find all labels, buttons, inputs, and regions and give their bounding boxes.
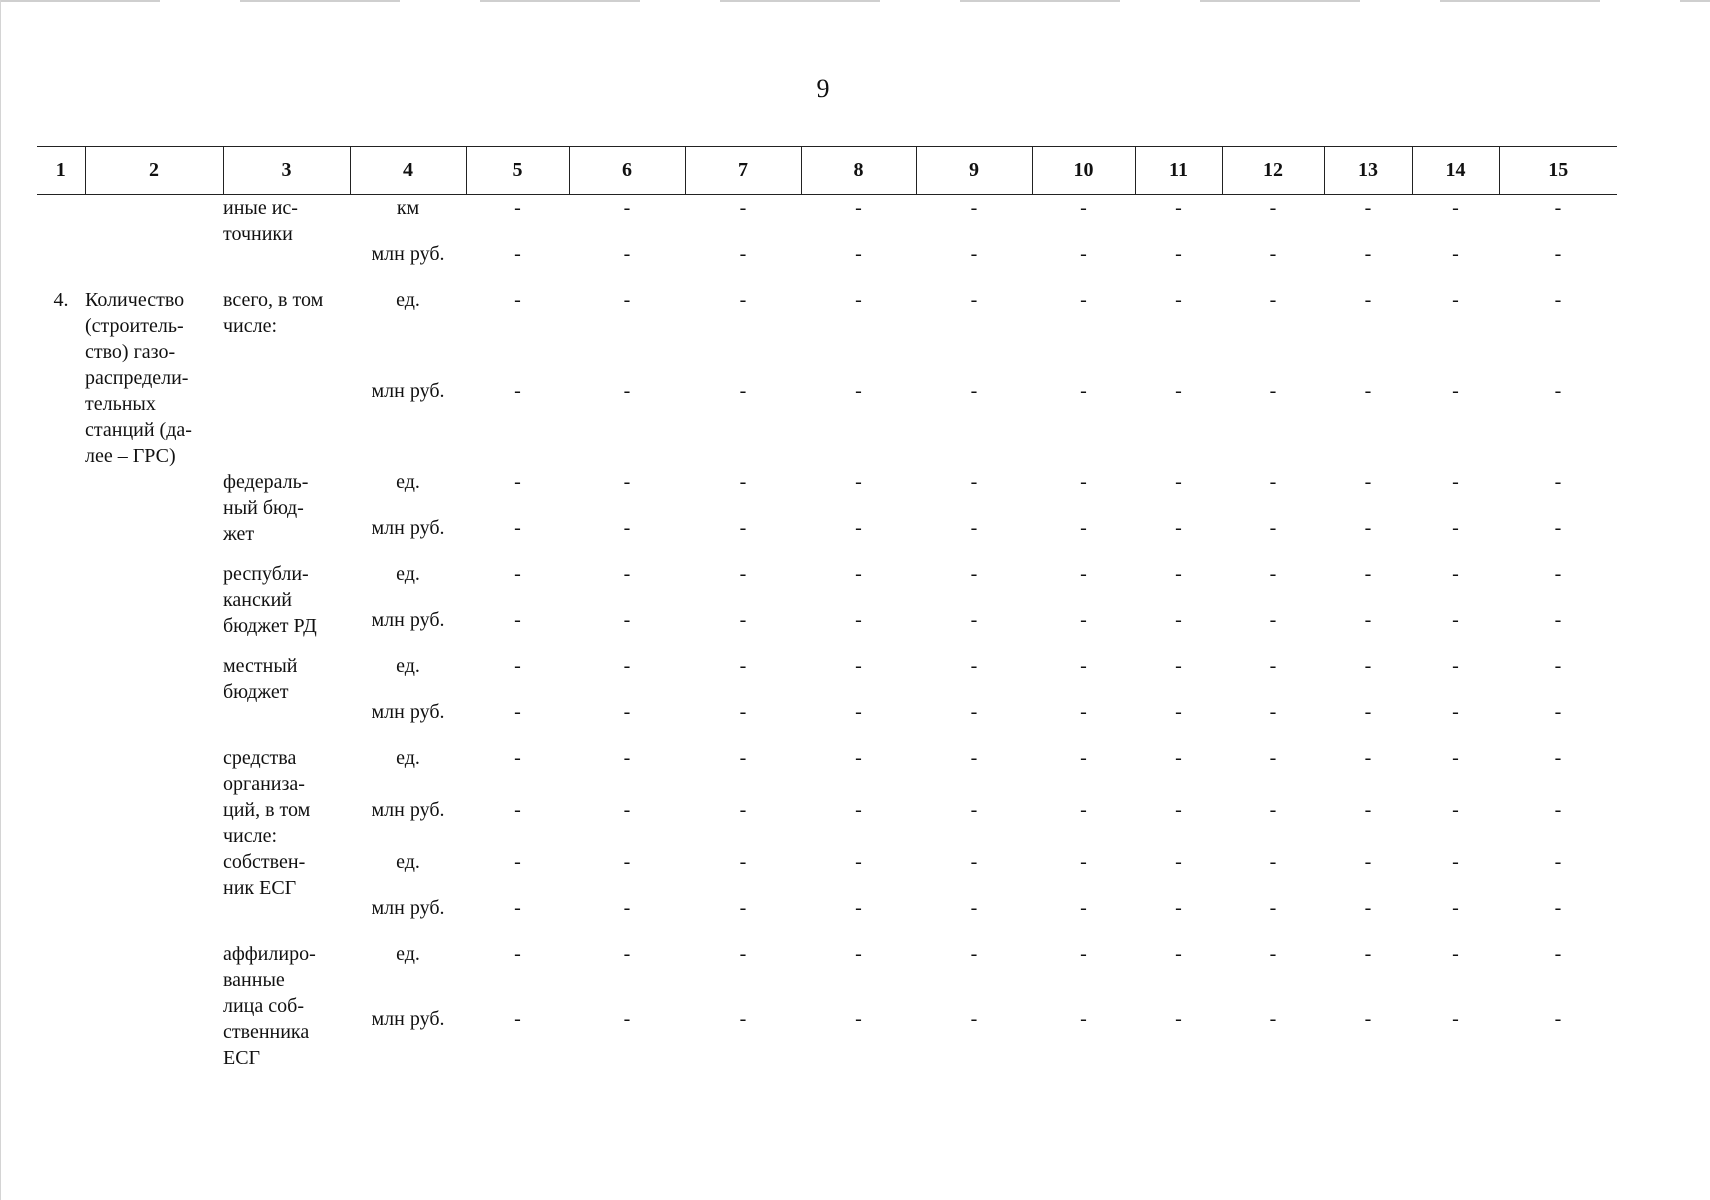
value-cell: -	[1554, 655, 1562, 677]
table-row	[37, 849, 1617, 895]
row-unit: млн руб.	[371, 380, 445, 402]
value-cell: -	[1364, 897, 1372, 919]
value-cell: -	[514, 243, 521, 265]
value-cell: -	[1364, 380, 1372, 402]
value-cell: -	[623, 517, 631, 539]
value-cell: -	[739, 1008, 747, 1030]
row-number	[37, 561, 85, 653]
row-unit: млн руб.	[371, 609, 445, 631]
value-cell: -	[739, 380, 747, 402]
value-cell: -	[1554, 197, 1562, 219]
row-indicator: республи- канский бюджет РД	[223, 563, 317, 637]
value-cell: -	[970, 851, 978, 873]
column-header-13: 13	[1324, 147, 1412, 195]
column-header-4: 4	[350, 147, 466, 195]
row-name	[85, 653, 223, 745]
value-cell: -	[739, 897, 747, 919]
row-number	[37, 941, 85, 1071]
table-row	[37, 287, 1617, 378]
value-cell: -	[739, 747, 747, 769]
value-cell: -	[623, 799, 631, 821]
row-number	[37, 849, 85, 941]
page-top-edge	[0, 0, 1710, 2]
value-cell: -	[739, 289, 747, 311]
table-row	[37, 561, 1617, 607]
value-cell: -	[1269, 701, 1277, 723]
value-cell: -	[739, 609, 747, 631]
value-cell: -	[1364, 851, 1372, 873]
value-cell: -	[1175, 1008, 1182, 1030]
value-cell: -	[623, 851, 631, 873]
value-cell: -	[514, 197, 521, 219]
value-cell: -	[1175, 471, 1182, 493]
row-indicator: иные ис- точники	[223, 197, 298, 245]
value-cell: -	[514, 609, 521, 631]
value-cell: -	[1269, 517, 1277, 539]
value-cell: -	[1080, 943, 1087, 965]
value-cell: -	[623, 563, 631, 585]
value-cell: -	[1269, 655, 1277, 677]
value-cell: -	[855, 1008, 862, 1030]
value-cell: -	[1364, 471, 1372, 493]
value-cell: -	[623, 609, 631, 631]
value-cell: -	[1175, 380, 1182, 402]
value-cell: -	[1269, 471, 1277, 493]
row-unit: ед.	[396, 747, 420, 769]
row-unit: ед.	[396, 563, 420, 585]
value-cell: -	[1175, 517, 1182, 539]
column-header-8: 8	[801, 147, 916, 195]
value-cell: -	[1269, 289, 1277, 311]
value-cell: -	[1452, 851, 1459, 873]
value-cell: -	[1364, 655, 1372, 677]
row-unit: млн руб.	[371, 799, 445, 821]
row-number	[37, 195, 85, 288]
value-cell: -	[970, 1008, 978, 1030]
row-indicator: аффилиро- ванные лица соб- ственника ЕСГ	[223, 943, 316, 1069]
row-name	[85, 941, 223, 1071]
value-cell: -	[855, 471, 862, 493]
row-unit: км	[396, 197, 420, 219]
value-cell: -	[1452, 943, 1459, 965]
data-table	[37, 146, 1617, 1071]
value-cell: -	[855, 799, 862, 821]
column-header-1: 1	[37, 147, 85, 195]
value-cell: -	[855, 517, 862, 539]
value-cell: -	[970, 243, 978, 265]
value-cell: -	[623, 197, 631, 219]
value-cell: -	[1452, 380, 1459, 402]
value-cell: -	[1452, 897, 1459, 919]
value-cell: -	[739, 943, 747, 965]
value-cell: -	[514, 517, 521, 539]
table-row	[37, 469, 1617, 515]
value-cell: -	[1080, 289, 1087, 311]
column-header-3: 3	[223, 147, 350, 195]
row-number	[37, 469, 85, 561]
row-unit: млн руб.	[371, 897, 445, 919]
value-cell: -	[1554, 609, 1562, 631]
value-cell: -	[1554, 243, 1562, 265]
value-cell: -	[623, 747, 631, 769]
value-cell: -	[1269, 243, 1277, 265]
row-indicator: всего, в том числе:	[223, 289, 324, 337]
column-header-9: 9	[916, 147, 1032, 195]
value-cell: -	[1554, 851, 1562, 873]
value-cell: -	[514, 851, 521, 873]
value-cell: -	[855, 289, 862, 311]
value-cell: -	[1452, 197, 1459, 219]
value-cell: -	[1080, 380, 1087, 402]
value-cell: -	[1554, 517, 1562, 539]
value-cell: -	[1364, 197, 1372, 219]
row-unit: ед.	[396, 289, 420, 311]
value-cell: -	[1554, 701, 1562, 723]
value-cell: -	[739, 563, 747, 585]
value-cell: -	[1269, 1008, 1277, 1030]
value-cell: -	[1452, 563, 1459, 585]
value-cell: -	[1080, 517, 1087, 539]
value-cell: -	[1080, 747, 1087, 769]
value-cell: -	[1554, 1008, 1562, 1030]
value-cell: -	[1554, 289, 1562, 311]
value-cell: -	[855, 563, 862, 585]
value-cell: -	[1269, 563, 1277, 585]
value-cell: -	[739, 517, 747, 539]
table-row	[37, 745, 1617, 797]
value-cell: -	[1175, 851, 1182, 873]
value-cell: -	[970, 799, 978, 821]
value-cell: -	[970, 380, 978, 402]
table-row	[37, 653, 1617, 699]
value-cell: -	[1175, 563, 1182, 585]
value-cell: -	[1364, 243, 1372, 265]
value-cell: -	[1452, 1008, 1459, 1030]
row-number: 4.	[53, 289, 69, 311]
value-cell: -	[970, 563, 978, 585]
table-row	[37, 941, 1617, 1006]
row-unit: ед.	[396, 471, 420, 493]
value-cell: -	[1175, 655, 1182, 677]
value-cell: -	[739, 197, 747, 219]
value-cell: -	[1080, 897, 1087, 919]
value-cell: -	[855, 943, 862, 965]
value-cell: -	[623, 897, 631, 919]
row-unit: ед.	[396, 943, 420, 965]
value-cell: -	[1452, 609, 1459, 631]
row-unit: ед.	[396, 851, 420, 873]
value-cell: -	[1080, 563, 1087, 585]
value-cell: -	[514, 897, 521, 919]
value-cell: -	[1269, 747, 1277, 769]
value-cell: -	[1269, 197, 1277, 219]
value-cell: -	[1175, 897, 1182, 919]
row-name	[85, 849, 223, 941]
value-cell: -	[1554, 943, 1562, 965]
value-cell: -	[514, 471, 521, 493]
value-cell: -	[855, 197, 862, 219]
row-indicator: местный бюджет	[223, 655, 298, 703]
value-cell: -	[1080, 197, 1087, 219]
value-cell: -	[739, 471, 747, 493]
value-cell: -	[1364, 701, 1372, 723]
value-cell: -	[1269, 943, 1277, 965]
value-cell: -	[1452, 517, 1459, 539]
value-cell: -	[623, 655, 631, 677]
value-cell: -	[1175, 701, 1182, 723]
value-cell: -	[1452, 747, 1459, 769]
value-cell: -	[1554, 897, 1562, 919]
value-cell: -	[1452, 243, 1459, 265]
page-left-edge	[0, 0, 1, 1200]
value-cell: -	[1364, 747, 1372, 769]
value-cell: -	[855, 897, 862, 919]
value-cell: -	[1175, 747, 1182, 769]
value-cell: -	[970, 517, 978, 539]
value-cell: -	[739, 799, 747, 821]
value-cell: -	[1175, 943, 1182, 965]
value-cell: -	[970, 701, 978, 723]
column-header-2: 2	[85, 147, 223, 195]
table-body	[37, 195, 1617, 1072]
row-name	[85, 561, 223, 653]
value-cell: -	[1080, 799, 1087, 821]
value-cell: -	[855, 851, 862, 873]
value-cell: -	[1175, 799, 1182, 821]
table-row	[37, 195, 1617, 242]
value-cell: -	[1364, 943, 1372, 965]
value-cell: -	[1554, 747, 1562, 769]
value-cell: -	[1080, 471, 1087, 493]
value-cell: -	[739, 243, 747, 265]
column-header-6: 6	[569, 147, 685, 195]
value-cell: -	[1452, 471, 1459, 493]
row-name	[85, 469, 223, 561]
column-header-5: 5	[466, 147, 569, 195]
value-cell: -	[1080, 243, 1087, 265]
value-cell: -	[1175, 197, 1182, 219]
value-cell: -	[970, 897, 978, 919]
row-name	[85, 195, 223, 288]
value-cell: -	[1175, 243, 1182, 265]
row-indicator: собствен- ник ЕСГ	[223, 851, 306, 899]
value-cell: -	[1452, 701, 1459, 723]
value-cell: -	[623, 943, 631, 965]
value-cell: -	[1452, 799, 1459, 821]
value-cell: -	[1080, 1008, 1087, 1030]
value-cell: -	[855, 380, 862, 402]
value-cell: -	[514, 701, 521, 723]
value-cell: -	[970, 197, 978, 219]
value-cell: -	[970, 609, 978, 631]
value-cell: -	[970, 471, 978, 493]
value-cell: -	[623, 1008, 631, 1030]
value-cell: -	[514, 747, 521, 769]
value-cell: -	[1364, 799, 1372, 821]
page-number: 9	[816, 74, 830, 103]
row-indicator: федераль- ный бюд- жет	[223, 471, 309, 545]
value-cell: -	[1175, 289, 1182, 311]
value-cell: -	[1364, 1008, 1372, 1030]
value-cell: -	[1269, 609, 1277, 631]
value-cell: -	[1364, 517, 1372, 539]
column-header-14: 14	[1412, 147, 1499, 195]
row-unit: млн руб.	[371, 243, 445, 265]
value-cell: -	[1269, 380, 1277, 402]
value-cell: -	[855, 609, 862, 631]
value-cell: -	[514, 563, 521, 585]
value-cell: -	[1554, 799, 1562, 821]
value-cell: -	[514, 943, 521, 965]
value-cell: -	[1452, 289, 1459, 311]
value-cell: -	[623, 243, 631, 265]
value-cell: -	[514, 1008, 521, 1030]
value-cell: -	[1175, 609, 1182, 631]
value-cell: -	[1269, 851, 1277, 873]
value-cell: -	[739, 655, 747, 677]
column-header-12: 12	[1222, 147, 1324, 195]
value-cell: -	[1554, 563, 1562, 585]
value-cell: -	[623, 289, 631, 311]
value-cell: -	[1554, 471, 1562, 493]
value-cell: -	[1080, 655, 1087, 677]
value-cell: -	[514, 380, 521, 402]
value-cell: -	[739, 851, 747, 873]
value-cell: -	[1554, 380, 1562, 402]
value-cell: -	[623, 701, 631, 723]
column-header-10: 10	[1032, 147, 1135, 195]
header-row	[37, 147, 1617, 195]
value-cell: -	[1364, 609, 1372, 631]
row-unit: млн руб.	[371, 701, 445, 723]
value-cell: -	[1080, 851, 1087, 873]
value-cell: -	[855, 747, 862, 769]
row-number	[37, 745, 85, 849]
value-cell: -	[1080, 701, 1087, 723]
row-unit: млн руб.	[371, 517, 445, 539]
value-cell: -	[514, 655, 521, 677]
row-indicator: средства организа- ций, в том числе:	[223, 747, 311, 847]
value-cell: -	[970, 289, 978, 311]
value-cell: -	[970, 655, 978, 677]
row-number	[37, 653, 85, 745]
column-header-7: 7	[685, 147, 801, 195]
value-cell: -	[970, 747, 978, 769]
row-name: Количество (строитель- ство) газо- распредели- тельных станций (да- лее – ГРС)	[85, 289, 192, 467]
row-unit: ед.	[396, 655, 420, 677]
value-cell: -	[623, 380, 631, 402]
value-cell: -	[514, 799, 521, 821]
column-header-15: 15	[1499, 147, 1617, 195]
value-cell: -	[970, 943, 978, 965]
row-name	[85, 745, 223, 849]
value-cell: -	[1269, 799, 1277, 821]
row-unit: млн руб.	[371, 1008, 445, 1030]
value-cell: -	[1364, 563, 1372, 585]
value-cell: -	[855, 701, 862, 723]
value-cell: -	[1452, 655, 1459, 677]
value-cell: -	[855, 655, 862, 677]
value-cell: -	[855, 243, 862, 265]
value-cell: -	[1364, 289, 1372, 311]
value-cell: -	[514, 289, 521, 311]
value-cell: -	[1269, 897, 1277, 919]
value-cell: -	[739, 701, 747, 723]
column-header-11: 11	[1135, 147, 1222, 195]
value-cell: -	[623, 471, 631, 493]
value-cell: -	[1080, 609, 1087, 631]
